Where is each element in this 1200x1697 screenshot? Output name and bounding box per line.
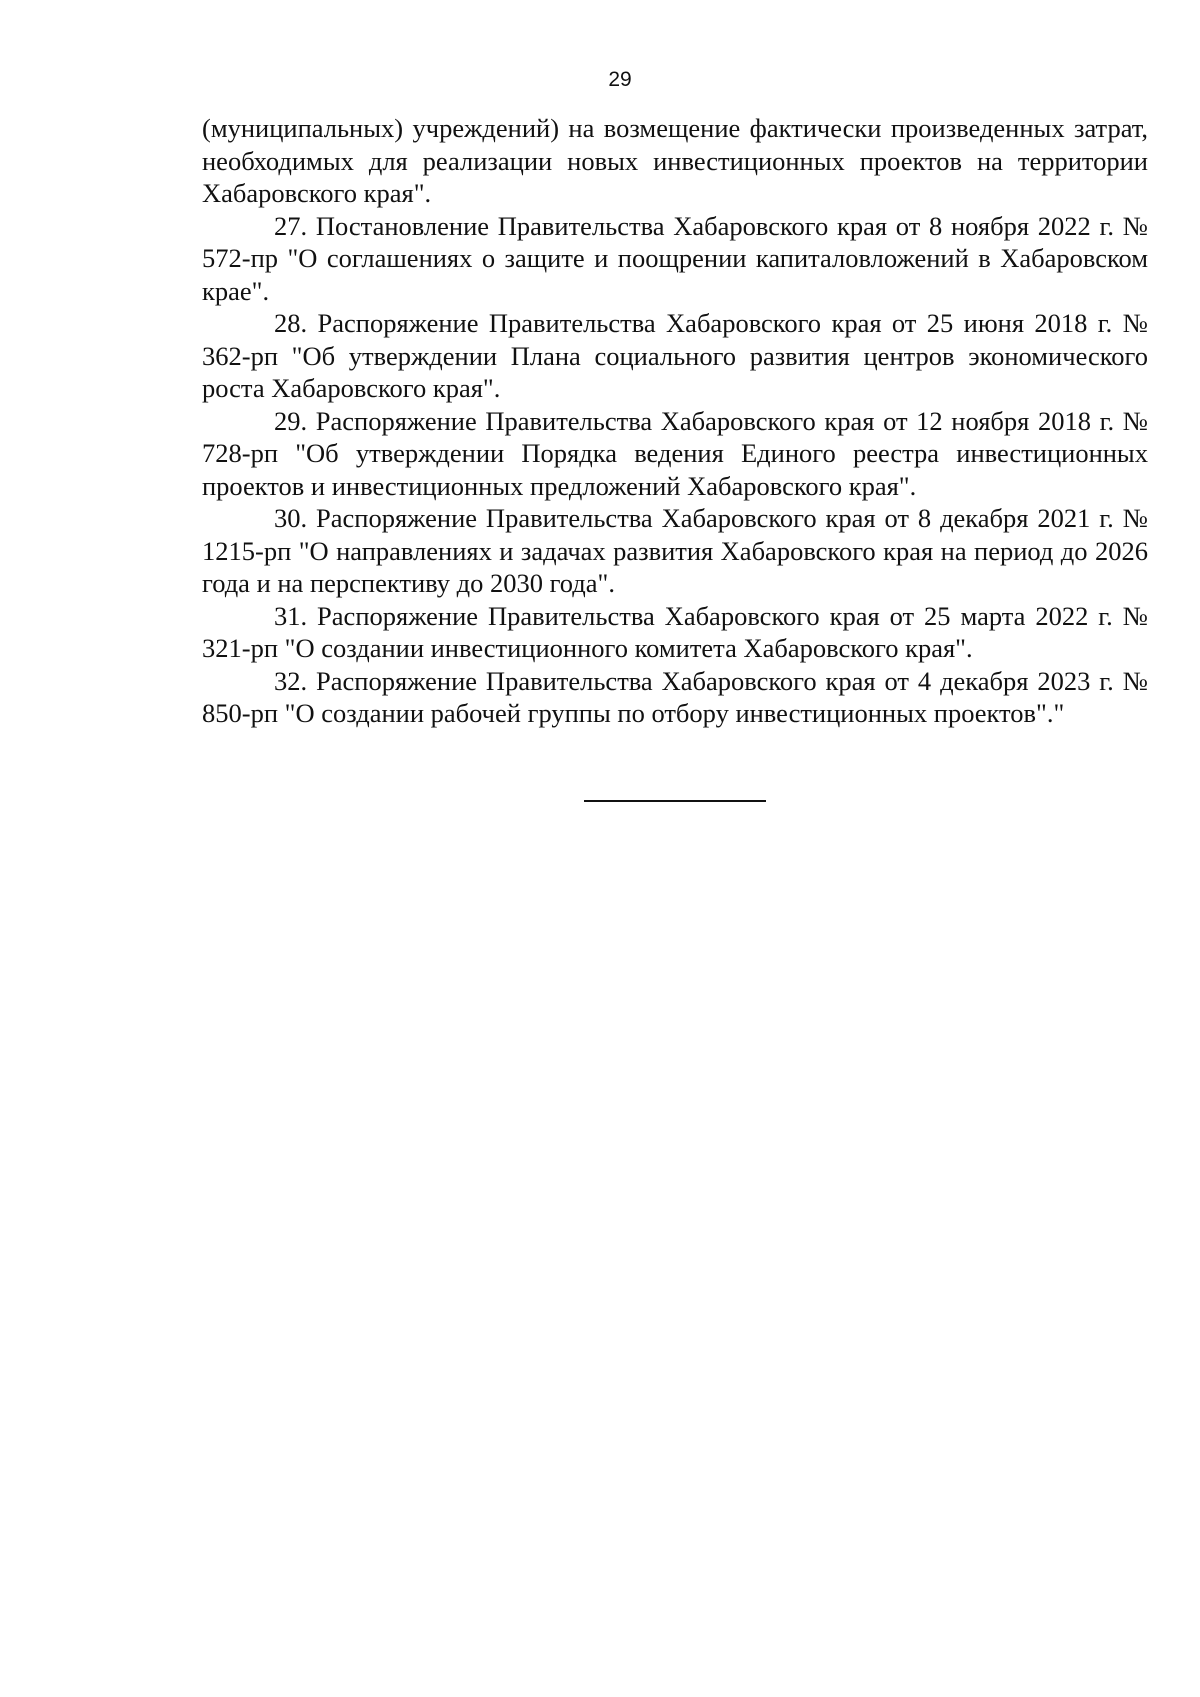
list-item-27: 27. Постановление Правительства Хабаровского края от 8 ноября 2022 г. № 572-пр "О соглашениях о защите и поощрении капиталовложений в Хабаровском крае".	[202, 210, 1148, 306]
continuation-paragraph: (муниципальных) учреждений) на возмещение фактически произведенных затрат, необходимых для реализации новых инвестиционных проектов на территории Хабаровского края".	[202, 113, 1148, 208]
page-number: 29	[608, 68, 632, 91]
list-item-29: 29. Распоряжение Правительства Хабаровского края от 12 ноября 2018 г. № 728-рп "Об утверждении Порядка ведения Единого реестра инвестиционных проектов и инвестиционных предложений Хабаровского края".	[202, 405, 1148, 501]
document-body	[202, 112, 1148, 730]
list-item-32: 32. Распоряжение Правительства Хабаровского края от 4 декабря 2023 г. № 850-рп "О создании рабочей группы по отбору инвестиционных проектов"."	[202, 665, 1148, 728]
list-item-28: 28. Распоряжение Правительства Хабаровского края от 25 июня 2018 г. № 362-рп "Об утверждении Плана социального развития центров экономического роста Хабаровского края".	[202, 308, 1148, 403]
list-item-30: 30. Распоряжение Правительства Хабаровского края от 8 декабря 2021 г. № 1215-рп "О направлениях и задачах развития Хабаровского края на период до 2026 года и на перспективу до 2030 года".	[202, 503, 1148, 598]
list-item-31: 31. Распоряжение Правительства Хабаровского края от 25 марта 2022 г. № 321-рп "О создании инвестиционного комитета Хабаровского края".	[202, 600, 1148, 663]
end-separator-line	[584, 800, 766, 802]
